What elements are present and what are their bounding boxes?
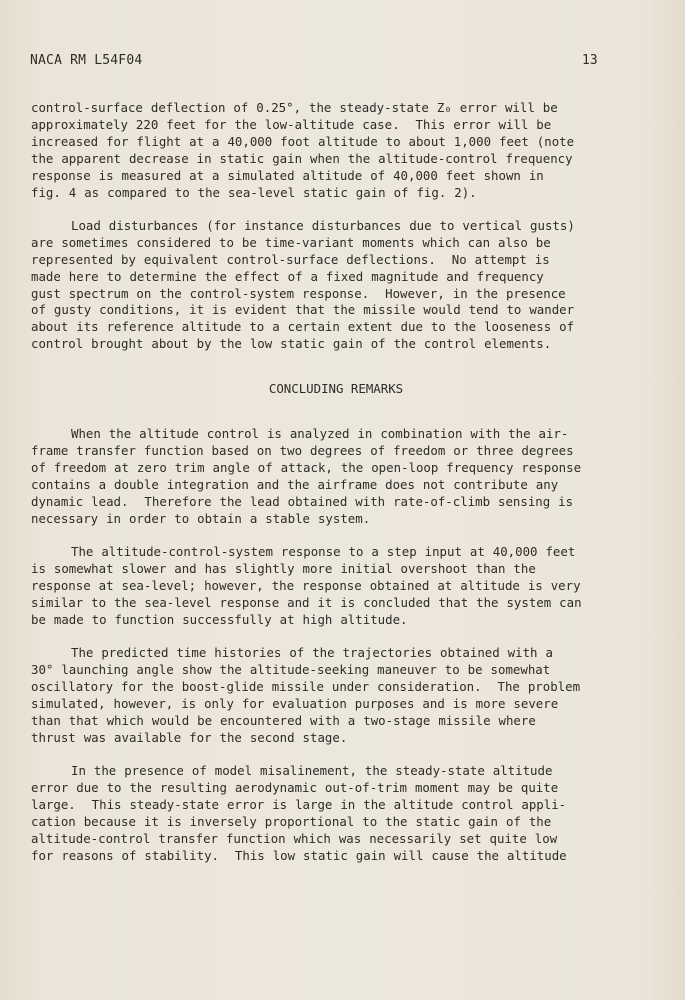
text-line: contains a double integration and the airframe does not contribute any bbox=[31, 476, 559, 492]
text-line: 30° launching angle show the altitude-seeking maneuver to be somewhat bbox=[31, 662, 551, 678]
text-line: large. This steady-state error is large in the altitude control appli- bbox=[31, 796, 567, 812]
section-heading: CONCLUDING REMARKS bbox=[268, 381, 404, 397]
text-line: control-surface deflection of 0.25°, the steady-state Z₀ error will be bbox=[31, 100, 558, 115]
text-line: frame transfer function based on two degrees of freedom or three degrees bbox=[31, 443, 574, 459]
paragraph-1 bbox=[31, 100, 631, 201]
text-line: be made to function successfully at high altitude. bbox=[31, 611, 408, 627]
text-line: is somewhat slower and has slightly more initial overshoot than the bbox=[31, 561, 536, 577]
text-line: oscillatory for the boost-glide missile under consideration. The problem bbox=[31, 678, 581, 694]
text-line: for reasons of stability. This low static gain will cause the altitude bbox=[31, 847, 567, 863]
paragraph-3 bbox=[31, 426, 631, 527]
paragraph-5 bbox=[31, 645, 631, 746]
text-line: about its reference altitude to a certain extent due to the looseness of bbox=[31, 319, 575, 335]
text-line: increased for flight at a 40,000 foot altitude to about 1,000 feet (note bbox=[31, 133, 575, 149]
text-line: When the altitude control is analyzed in combination with the air- bbox=[71, 426, 569, 442]
paragraph-6 bbox=[31, 763, 631, 864]
text-line: are sometimes considered to be time-variant moments which can also be bbox=[31, 234, 551, 250]
report-id: NACA RM L54F04 bbox=[30, 53, 143, 68]
page-number: 13 bbox=[582, 53, 598, 68]
text-line: of freedom at zero trim angle of attack, the open-loop frequency response bbox=[31, 460, 582, 475]
text-line: The altitude-control-system response to a step input at 40,000 feet bbox=[71, 544, 576, 560]
body-text bbox=[31, 100, 631, 881]
text-line: gust spectrum on the control-system response. However, in the presence bbox=[31, 285, 566, 301]
text-line: simulated, however, is only for evaluation purposes and is more severe bbox=[31, 695, 559, 711]
text-line: In the presence of model misalinement, the steady-state altitude bbox=[71, 763, 553, 779]
text-line: than that which would be encountered with a two-stage missile where bbox=[31, 712, 536, 728]
text-line: dynamic lead. Therefore the lead obtained with rate-of-climb sensing is bbox=[31, 493, 574, 509]
text-line: cation because it is inversely proportional to the static gain of the bbox=[31, 813, 552, 829]
text-line: error due to the resulting aerodynamic out-of-trim moment may be quite bbox=[31, 780, 559, 795]
text-line: the apparent decrease in static gain when the altitude-control frequency bbox=[31, 150, 573, 166]
text-line: of gusty conditions, it is evident that the missile would tend to wander bbox=[31, 302, 575, 318]
text-line: altitude-control transfer function which was necessarily set quite low bbox=[31, 830, 558, 846]
text-line: similar to the sea-level response and it is concluded that the system can bbox=[31, 594, 582, 610]
text-line: approximately 220 feet for the low-altitude case. This error will be bbox=[31, 116, 552, 132]
text-line: represented by equivalent control-surface deflections. No attempt is bbox=[31, 251, 550, 267]
text-line: The predicted time histories of the trajectories obtained with a bbox=[71, 645, 553, 661]
text-line: necessary in order to obtain a stable system. bbox=[31, 510, 371, 526]
text-line: response is measured at a simulated altitude of 40,000 feet shown in bbox=[31, 167, 544, 183]
paragraph-2 bbox=[31, 218, 631, 353]
paragraph-4 bbox=[31, 544, 631, 629]
text-line: made here to determine the effect of a fixed magnitude and frequency bbox=[31, 268, 544, 284]
text-line: response at sea-level; however, the response obtained at altitude is very bbox=[31, 577, 581, 593]
text-line: Load disturbances (for instance disturbances due to vertical gusts) bbox=[71, 217, 575, 233]
text-line: fig. 4 as compared to the sea-level static gain of fig. 2). bbox=[31, 184, 477, 200]
text-line: thrust was available for the second stage. bbox=[31, 729, 348, 745]
text-line: control brought about by the low static gain of the control elements. bbox=[31, 336, 552, 352]
